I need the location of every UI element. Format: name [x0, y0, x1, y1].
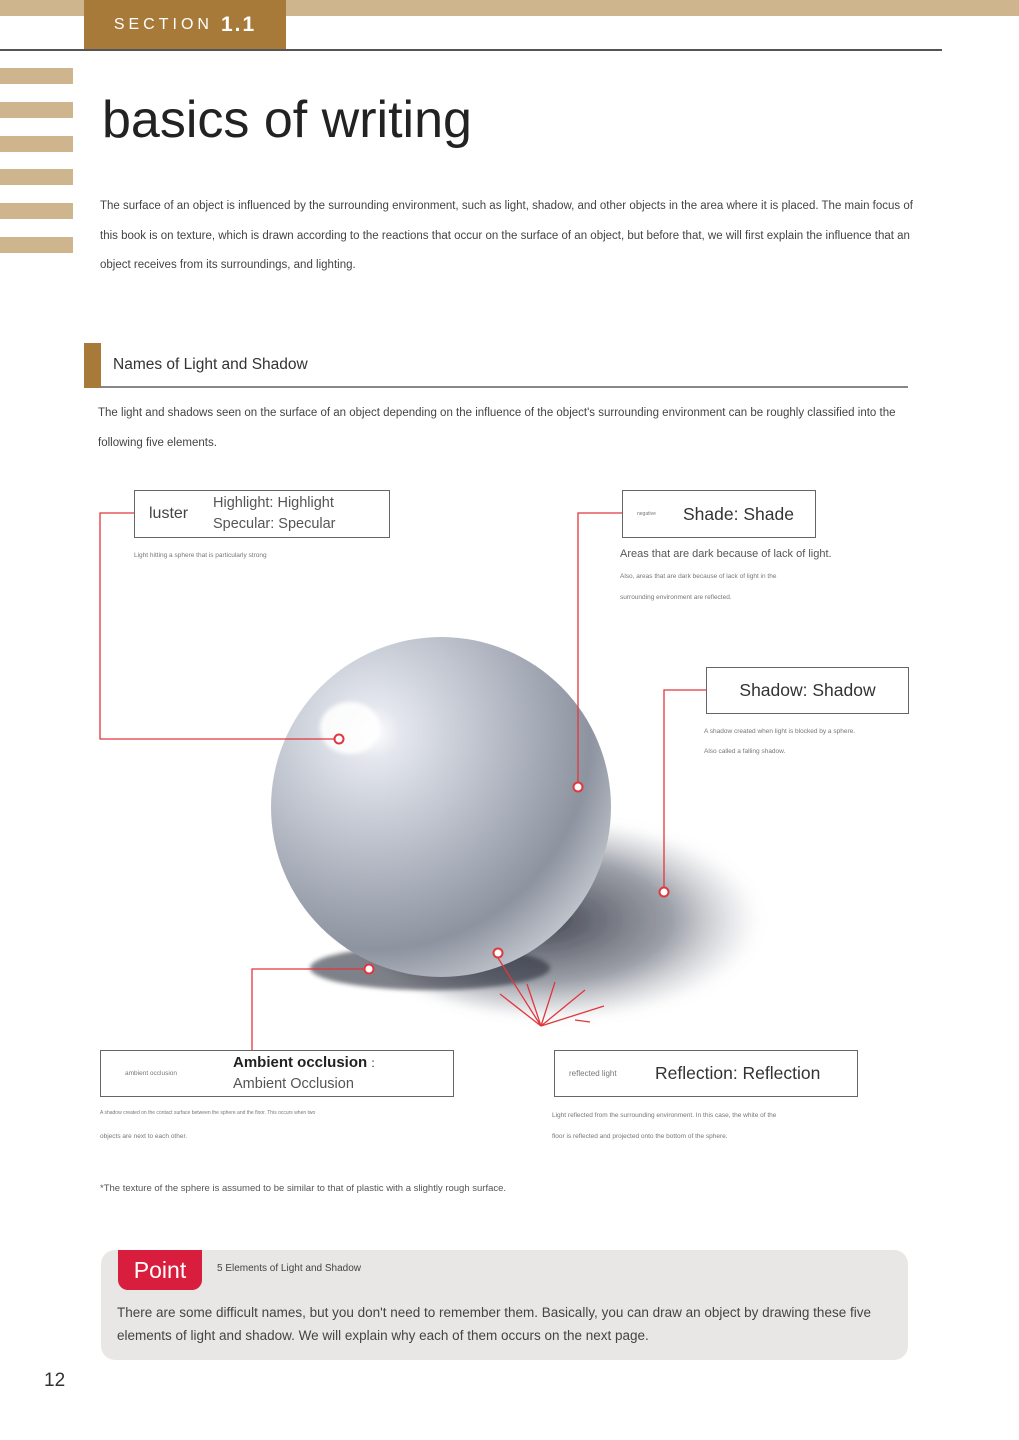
reflection-note-1: Light reflected from the surrounding environment. In this case, the white of the — [552, 1112, 777, 1119]
luster-term: luster — [149, 505, 189, 522]
shadow-term: Shadow: Shadow — [739, 680, 876, 700]
reflection-term: Reflection: Reflection — [655, 1063, 821, 1083]
shade-tiny: negative — [637, 511, 656, 517]
reflection-tiny: reflected light — [569, 1069, 617, 1078]
section-number: 1.1 — [220, 13, 257, 36]
ambient-note-1: A shadow created on the contact surface between the sphere and the floor. This occurs when two — [100, 1110, 316, 1116]
luster-leader — [100, 513, 339, 739]
point-badge: Point — [118, 1250, 202, 1290]
shade-note-1: Also, areas that are dark because of lack of light in the — [620, 573, 777, 580]
shade-note-2: surrounding environment are reflected. — [620, 594, 732, 601]
luster-specular: Specular: Specular — [213, 516, 336, 532]
shadow-note-2: Also called a falling shadow. — [704, 748, 786, 755]
point-subtitle: 5 Elements of Light and Shadow — [217, 1263, 361, 1274]
ambient-sub: Ambient Occlusion — [233, 1076, 354, 1092]
ambient-marker — [365, 965, 374, 974]
shade-marker — [574, 783, 583, 792]
sphere — [271, 637, 611, 977]
reflection-marker — [494, 949, 503, 958]
ambient-label-box — [100, 1050, 454, 1097]
intro-paragraph: The surface of an object is influenced by the surrounding environment, such as light, shadow, and other objects in the area where it is placed. The main focus of this book is on texture, which is drawn according to the reactions that occur on the surface of an object, but before that, we will first explain the influence that an object receives from its surroundings, and lighting. — [100, 200, 913, 271]
page-title: basics of writing — [102, 91, 472, 149]
point-text: There are some difficult names, but you don't need to remember them. Basically, you can draw an object by drawing these five elements of light and shadow. We will explain why each of them occurs on the next page. — [117, 1305, 871, 1343]
shadow-marker — [660, 888, 669, 897]
ambient-note-2: objects are next to each other. — [100, 1133, 188, 1140]
shade-term: Shade: Shade — [683, 503, 794, 524]
shadow-label-box — [706, 667, 909, 714]
luster-marker — [335, 735, 344, 744]
ambient-colon: : — [371, 1056, 375, 1070]
luster-note: Light hitting a sphere that is particularly strong — [134, 552, 267, 559]
shadow-note-1: A shadow created when light is blocked by a sphere. — [704, 728, 856, 735]
reflection-note-2: floor is reflected and projected onto the bottom of the sphere. — [552, 1133, 728, 1140]
luster-highlight: Highlight: Highlight — [213, 495, 334, 511]
footnote: *The texture of the sphere is assumed to be similar to that of plastic with a slightly rough surface. — [100, 1183, 507, 1194]
subsection-title: Names of Light and Shadow — [113, 356, 308, 373]
ambient-term: Ambient occlusion — [233, 1054, 368, 1071]
shade-desc: Areas that are dark because of lack of light. — [620, 548, 832, 560]
subsection-paragraph: The light and shadows seen on the surface of an object depending on the influence of the object's surrounding environment can be roughly classified into the following five elements. — [98, 407, 896, 449]
sphere-highlight — [320, 702, 380, 754]
reflection-label-box — [554, 1050, 858, 1097]
page-number: 12 — [44, 1370, 66, 1391]
ambient-tiny: ambient occlusion — [125, 1070, 178, 1077]
section-label: SECTION — [113, 16, 213, 33]
luster-label-box — [134, 490, 390, 538]
shade-label-box — [622, 490, 816, 538]
